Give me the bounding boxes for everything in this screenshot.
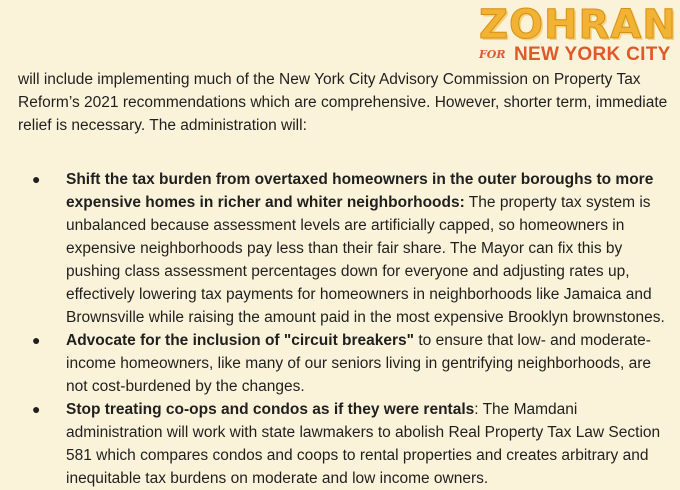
bullet-heading: Advocate for the inclusion of "circuit breakers" [66, 332, 415, 349]
bullet-icon: ● [32, 401, 41, 417]
logo-for: FOR [479, 48, 506, 61]
list-item [18, 168, 668, 329]
bullet-heading: Shift the tax burden from overtaxed homeowners in the outer boroughs to more expensive homes in richer and whiter neighborhoods: [66, 171, 654, 211]
policy-list [18, 168, 668, 490]
bullet-heading: Stop treating co-ops and condos as if they were rentals [66, 401, 475, 418]
bullet-text: to ensure that low- and moderate-income homeowners, like many of our seniors living in gentrifying neighborhoods, are not cost-burdened by the changes. [66, 332, 652, 395]
list-item [18, 329, 668, 398]
bullet-icon: ● [32, 332, 41, 348]
bullet-text: : The Mamdani administration will work with state lawmakers to abolish Real Property Tax Law Section 581 which compares condos and coops to rental properties and creates arbitrary and inequitable tax burdens on moderate and low income owners. [66, 401, 661, 487]
document-body [18, 68, 668, 490]
logo-name: ZOHRAN [479, 2, 677, 48]
bullet-text: The property tax system is unbalanced because assessment levels are artificially capped, so homeowners in expensive neighborhoods pay less than their fair share. The Mayor can fix this by pushing class assessment percentages down for everyone and adjusting rates up, effectively lowering tax payments for homeowners in neighborhoods like Jamaica and Brownsville while raising the amount paid in the most expensive Brooklyn brownstones. [66, 194, 665, 326]
campaign-logo [479, 2, 677, 68]
logo-city: NEW YORK CITY [514, 44, 671, 65]
bullet-icon: ● [32, 171, 41, 187]
intro-paragraph: will include implementing much of the New York City Advisory Commission on Property Tax Reform’s 2021 recommendations which are comprehensive. However, shorter term, immediate relief is necessary. The administration will: [18, 71, 668, 134]
list-item [18, 398, 668, 490]
logo-subtitle [479, 43, 671, 68]
